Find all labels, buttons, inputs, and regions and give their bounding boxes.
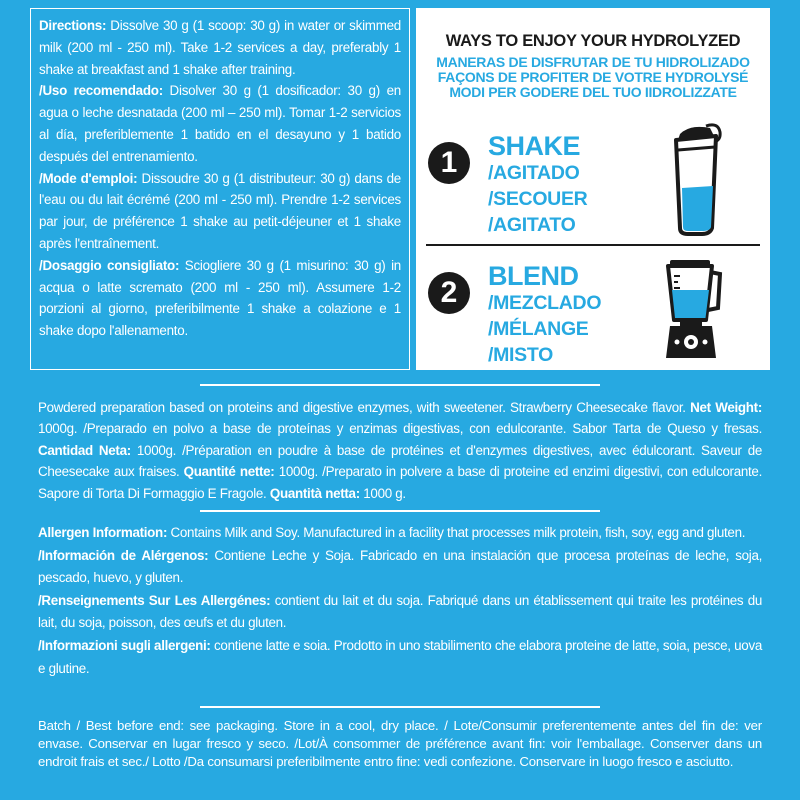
shaker-bottle-icon xyxy=(666,120,726,236)
directions-text: Sciogliere 30 g (1 misurino: 30 g) in acqua o latte scremato (200 ml - 250 ml). Assumere 1-2 porzioni al giorno, preferibilmente 1 shake a colazione e 1 shake dopo l'allenamento. xyxy=(39,257,401,339)
batch-storage-info xyxy=(38,717,762,772)
net-weight-label: Net Weight: xyxy=(690,400,762,415)
allergen-it xyxy=(38,635,762,680)
blender-icon xyxy=(660,258,726,362)
directions-label: /Mode d'emploi: xyxy=(39,170,138,186)
step-number-badge: 2 xyxy=(428,272,470,314)
ways-subtitle-fr: FAÇONS DE PROFITER DE VOTRE HYDROLYSÉ xyxy=(437,69,749,85)
allergen-information xyxy=(38,522,762,680)
directions-es xyxy=(39,80,401,167)
directions-en xyxy=(39,15,401,80)
section-divider xyxy=(200,706,600,708)
allergen-label: /Información de Alérgenos: xyxy=(38,547,209,563)
directions-panel xyxy=(30,8,410,370)
step-sub-word: /AGITADO xyxy=(488,162,580,184)
section-divider xyxy=(200,510,600,512)
allergen-text: contient du lait et du soja. Fabriqué dans un établissement qui traite les protéines du lait, du soja, poisson, des œufs et du gluten. xyxy=(38,592,762,631)
allergen-en xyxy=(38,522,762,545)
step-words xyxy=(488,132,587,238)
ways-subtitle-es: MANERAS DE DISFRUTAR DE TU HIDROLIZADO xyxy=(436,54,750,70)
directions-it xyxy=(39,255,401,342)
step-sub-word: /MEZCLADO xyxy=(488,292,602,314)
directions-text: Dissolve 30 g (1 scoop: 30 g) in water or skimmed milk (200 ml - 250 ml). Take 1-2 services a day, preferably 1 shake at breakfast and 1 shake after training. xyxy=(39,18,401,77)
allergen-text: contiene latte e soia. Prodotto in uno stabilimento che elabora proteine de latte, soia, pesce, uova e glutine. xyxy=(38,637,762,676)
step-sub-word: /MÉLANGE xyxy=(488,318,589,340)
net-weight-label: Cantidad Neta: xyxy=(38,442,131,458)
directions-label: /Uso recomendado: xyxy=(39,83,163,99)
allergen-label: /Informazioni sugli allergeni: xyxy=(38,637,211,653)
allergen-text: Contains Milk and Soy. Manufactured in a facility that processes milk protein, fish, soy, egg and gluten. xyxy=(167,525,746,540)
allergen-text: Contiene Leche y Soja. Fabricado en una instalación que procesa proteínas de leche, soja, pescado, huevo, y gluten. xyxy=(38,547,763,586)
product-text: Powdered preparation based on proteins and digestive enzymes, with sweetener. Strawberry Cheesecake flavor. xyxy=(38,400,691,415)
net-weight-label: Quantité nette: xyxy=(183,464,275,480)
step-sub-word: /MISTO xyxy=(488,344,554,366)
product-paragraph xyxy=(38,397,762,504)
step-main-word: SHAKE xyxy=(488,131,581,161)
directions-label: /Dosaggio consigliato: xyxy=(39,257,180,273)
step-words xyxy=(488,262,601,368)
allergen-label: /Renseignements Sur Les Allergénes: xyxy=(38,592,271,608)
allergen-label: Allergen Information: xyxy=(38,525,168,540)
product-description xyxy=(38,397,762,504)
net-weight-label: Quantità netta: xyxy=(269,485,360,501)
allergen-fr xyxy=(38,590,762,635)
product-text: 1000g. /Preparato in polvere a base di proteine ed enzimi digestivi, con edulcorante. Sapore di Torta Di Formaggio E Fragole. xyxy=(38,464,762,501)
product-text: 1000g. /Préparation en poudre à base de protéines et d'enzymes digestives, avec édulcorant. Saveur de Cheesecake aux fraises. xyxy=(38,442,762,480)
product-text: 1000g. /Preparado en polvo a base de proteínas y enzimas digestivas, con edulcorante. Sabor Tarta de Queso y fresas. xyxy=(38,421,762,437)
step-main-word: BLEND xyxy=(488,261,579,291)
directions-fr xyxy=(39,168,401,255)
allergen-es xyxy=(38,545,762,590)
product-text: 1000 g. xyxy=(359,485,406,501)
section-divider xyxy=(200,384,600,386)
step-sub-word: /SECOUER xyxy=(488,188,588,210)
ways-subtitle-it: MODI PER GODERE DEL TUO IIDROLIZZATE xyxy=(449,84,737,100)
directions-text: Disolver 30 g (1 dosificador: 30 g) en agua o leche desnatada (200 ml – 250 ml). Tomar 1-2 servicios al día, preferiblemente 1 batido en el desayuno y 1 batido después del entrenamiento. xyxy=(39,83,401,164)
step-number-badge: 1 xyxy=(428,142,470,184)
ways-to-enjoy-panel xyxy=(416,8,770,370)
ways-divider xyxy=(426,244,760,246)
ways-title: WAYS TO ENJOY YOUR HYDROLYZED xyxy=(445,32,741,50)
directions-text: Dissoudre 30 g (1 distributeur: 30 g) dans de l'eau ou du lait écrémé (200 ml - 250 ml). Prendre 1-2 services par jour, de préférence 1 shake au petit-déjeuner et 1 shake après l'entraînement. xyxy=(39,170,401,251)
batch-text: Batch / Best before end: see packaging. Store in a cool, dry place. / Lote/Consumir preferentemente antes del fin de: ver envase. Conservar en lugar fresco y seco. /Lot/À consommer de préférence avant fin: voir l'emballage. Conserver dans un endroit frais et sec./ Lotto /Da consumarsi preferibilmente entro fine: vedi confezione. Conservare in luogo fresco e asciutto. xyxy=(38,718,762,770)
step-sub-word: /AGITATO xyxy=(488,214,576,236)
directions-label: Directions: xyxy=(39,18,107,33)
